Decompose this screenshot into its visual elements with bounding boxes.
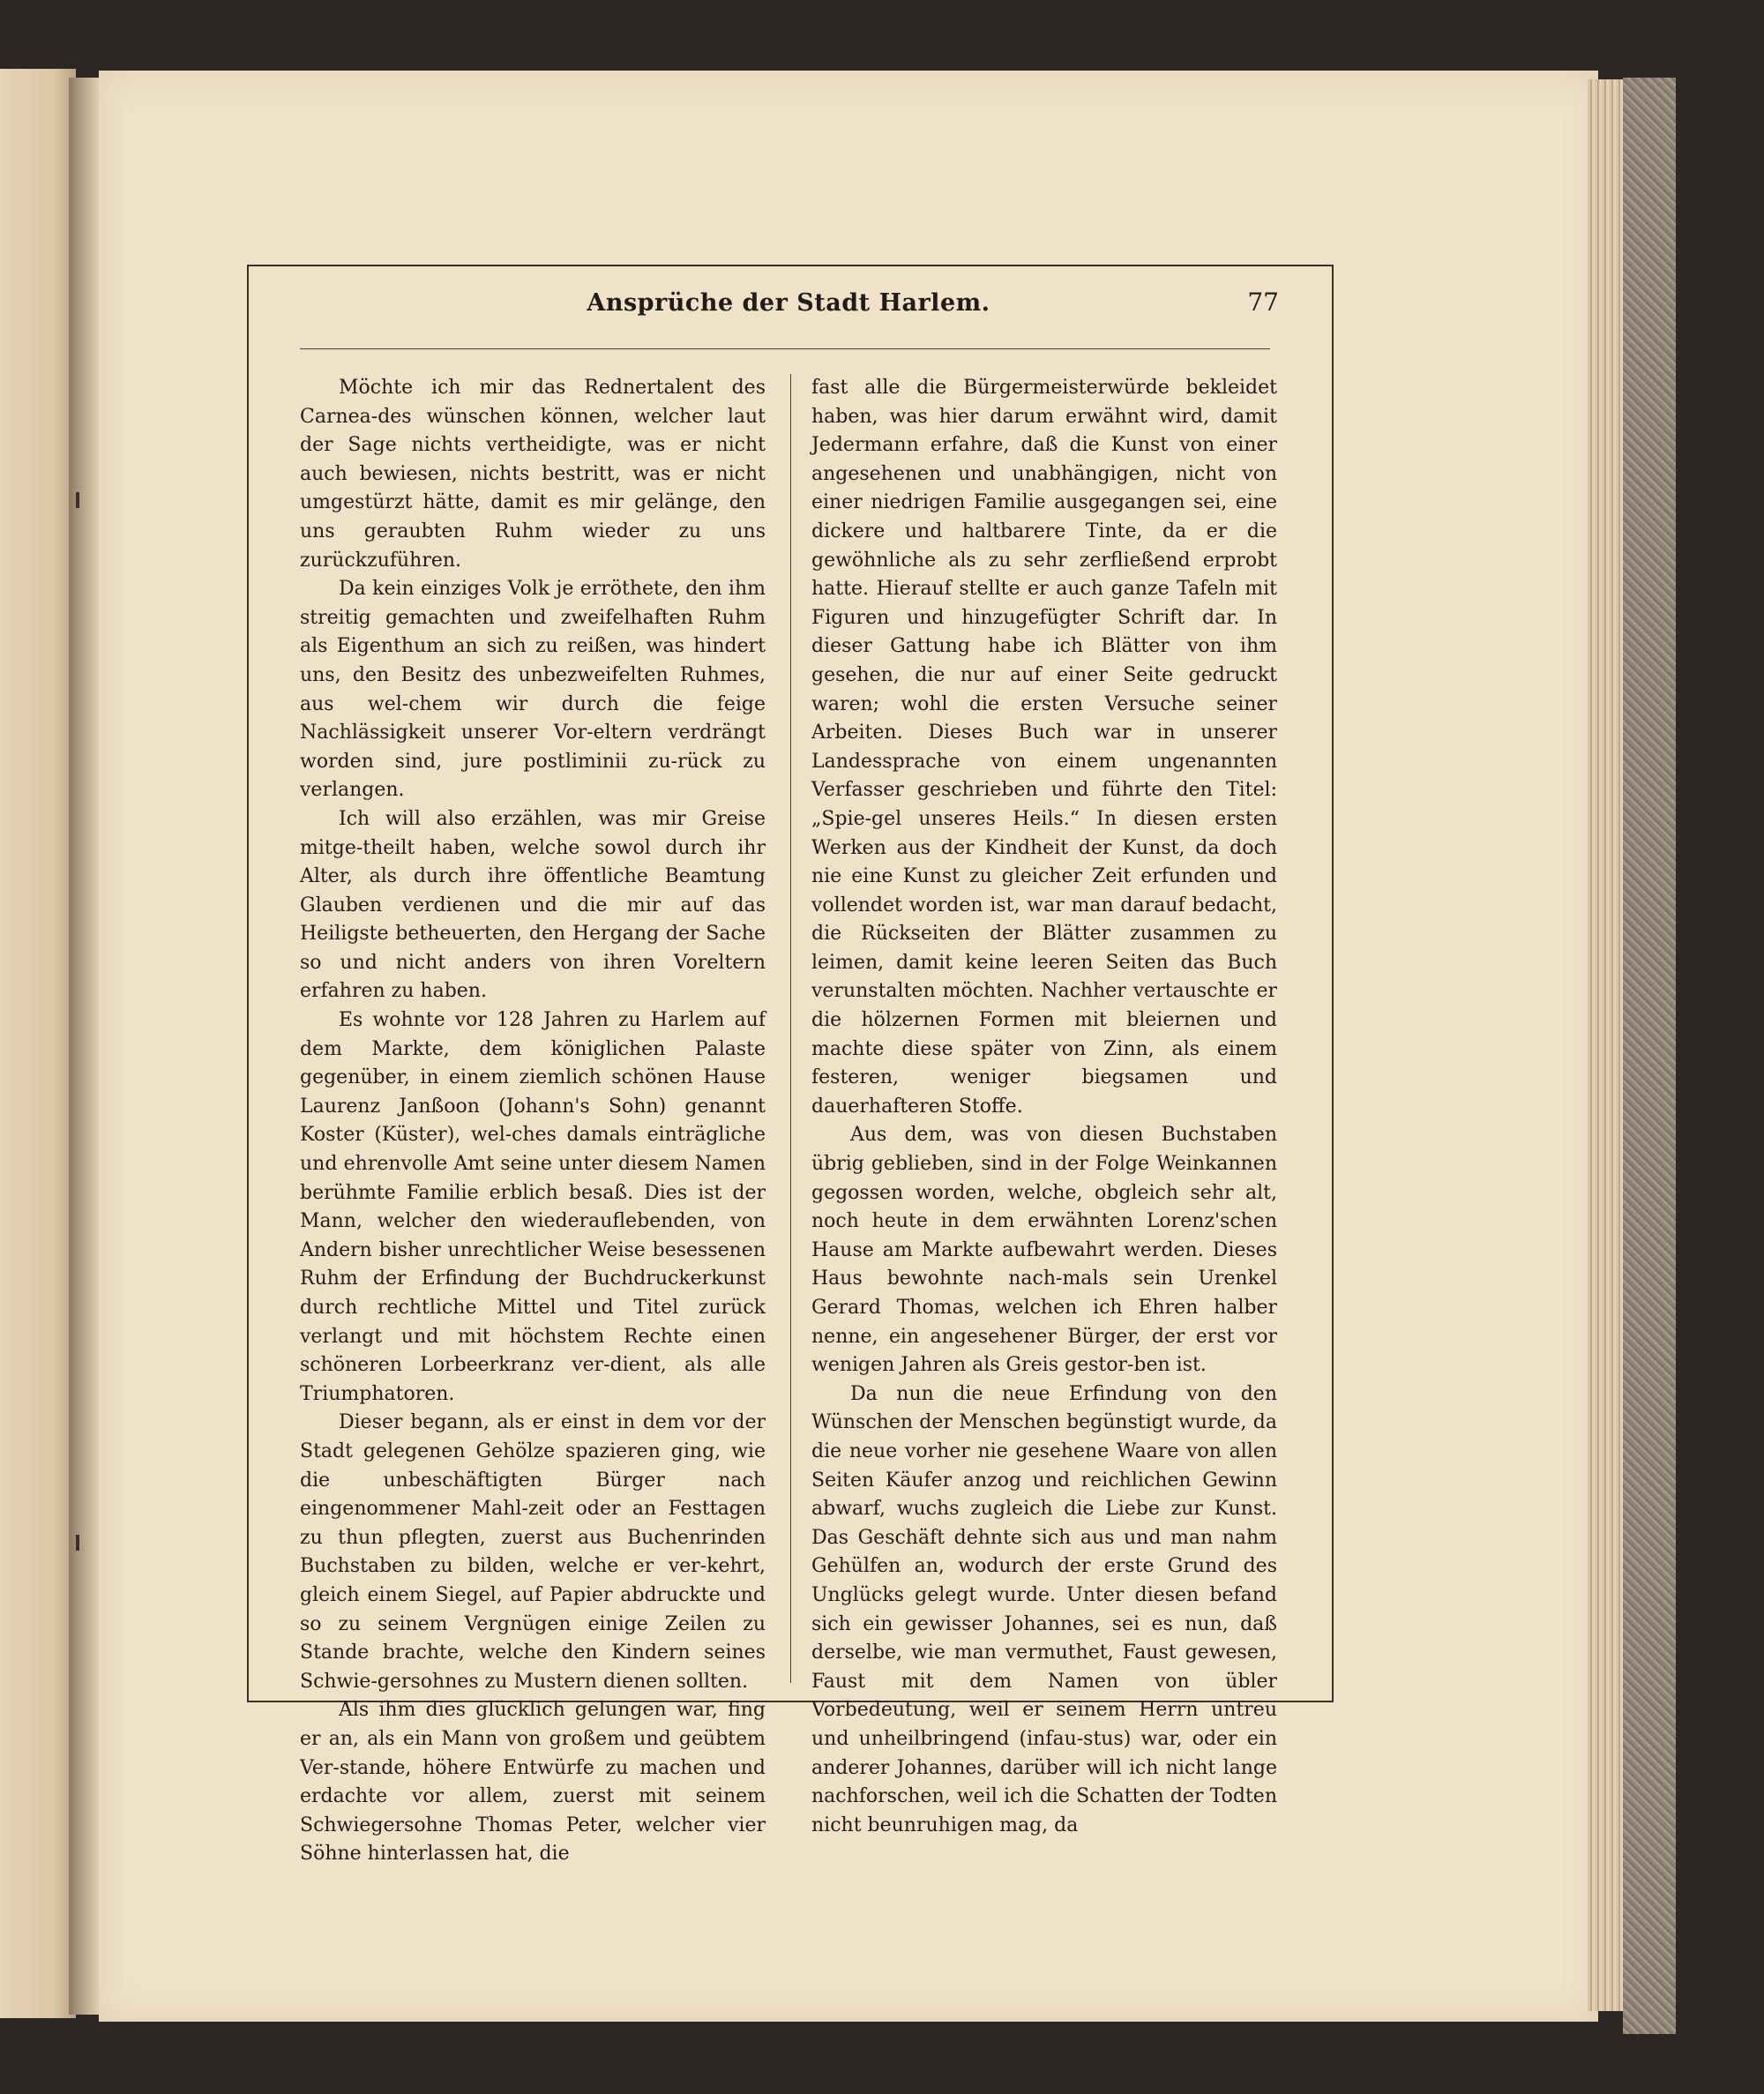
paragraph: Aus dem, was von diesen Buchstaben übrig geblieben, sind in der Folge Weinkannen gegossen worden, welche, obgleich sehr alt, noch heute in dem erwähnten Lorenz'schen Hause am Markte aufbewahrt werden. Dieses Haus bewohnte nach-mals sein Urenkel Gerard Thomas, welchen ich Ehren halber nenne, ein angesehener Bürger, der erst vor wenigen Jahren als Greis gestor-ben ist. — [811, 1124, 1277, 1377]
paragraph: Als ihm dies glücklich gelungen war, fing er an, als ein Mann von großem und geübtem Ver-stande, höhere Entwürfe zu machen und erdachte vor allem, zuerst mit seinem Schwiegersohne Thomas Peter, welcher vier Söhne hinterlassen hat, die — [300, 1699, 766, 1866]
running-head — [247, 289, 1330, 325]
paragraph: Dieser begann, als er einst in dem vor der Stadt gelegenen Gehölze spazieren ging, wie die unbeschäftigten Bürger nach eingenommener Mahl-zeit oder an Festtagen zu thun pflegten, zuerst aus Buchenrinden Buchstaben zu bilden, welche er ver-kehrt, gleich einem Siegel, auf Papier abdruckte und so zu seinem Vergnügen einige Zeilen zu Stande brachte, welche den Kindern seines Schwie-gersohnes zu Mustern dienen sollten. — [300, 1411, 766, 1693]
margin-mark — [76, 1535, 79, 1551]
paragraph: fast alle die Bürgermeisterwürde bekleidet haben, was hier darum erwähnt wird, damit Jedermann erfahre, daß die Kunst von einer angesehenen und unabhängigen, nicht von einer niedrigen Familie ausgegangen sei, eine dickere und haltbarere Tinte, da er die gewöhnliche als zu sehr zerfließend erprobt hatte. Hierauf stellte er auch ganze Tafeln mit Figuren und hinzugefügter Schrift dar. In dieser Gattung habe ich Blätter von ihm gesehen, die nur auf einer Seite gedruckt waren; wohl die ersten Versuche seiner Arbeiten. Dieses Buch war in unserer Landessprache von einem ungenannten Verfasser geschrieben und führte den Titel: „Spie-gel unseres Heils.“ In diesen ersten Werken aus der Kindheit der Kunst, da doch nie eine Kunst zu gleicher Zeit erfunden und vollendet worden ist, war man darauf bedacht, die Rückseiten der Blätter zusammen zu leimen, damit keine leeren Seiten das Buch verunstalten möchten. Nachher vertauschte er die hölzernen Formen mit bleiernen und machte diese später von Zinn, als einem festeren, weniger biegsamen und dauerhafteren Stoffe. — [811, 377, 1277, 1118]
left-column — [300, 374, 766, 1866]
book-cover-cloth — [1623, 78, 1676, 2034]
paragraph: Möchte ich mir das Rednertalent des Carnea-des wünschen können, welcher laut der Sage nichts vertheidigte, was er nicht auch bewiesen, nichts bestritt, was er nicht umgestürzt hätte, damit es mir gelänge, den uns geraubten Ruhm wieder zu uns zurückzuführen. — [300, 377, 766, 572]
running-title: Ansprüche der Stadt Harlem. — [587, 289, 990, 317]
paragraph: Es wohnte vor 128 Jahren zu Harlem auf dem Markte, dem königlichen Palaste gegenüber, in einem ziemlich schönen Hause Laurenz Janßoon (Johann's Sohn) genannt Koster (Küster), wel-ches damals einträgliche und ehrenvolle Amt seine unter diesem Namen berühmte Familie erblich besaß. Dies ist der Mann, welcher den wiederauflebenden, von Andern bisher unrechtlicher Weise besessenen Ruhm der Erfindung der Buchdruckerkunst durch rechtliche Mittel und Titel zurück verlangt und mit höchstem Rechte einen schöneren Lorbeerkranz ver-dient, als alle Triumphatoren. — [300, 1009, 766, 1405]
header-rule — [300, 348, 1270, 349]
paragraph: Da nun die neue Erfindung von den Wünschen der Menschen begünstigt wurde, da die neue vorher nie gesehene Waare von allen Seiten Käufer anzog und reichlichen Gewinn abwarf, wuchs zugleich die Liebe zur Kunst. Das Geschäft dehnte sich aus und man nahm Gehülfen an, wodurch der erste Grund des Unglücks gelegt wurde. Unter diesen befand sich ein gewisser Johannes, sei es nun, daß derselbe, wie man vermuthet, Faust gewesen, Faust mit dem Namen von übler Vorbedeutung, weil er seinem Herrn untreu und unheilbringend (infau-stus) war, oder ein anderer Johannes, darüber will ich nicht lange nachforschen, weil ich die Schatten der Todten nicht beunruhigen mag, da — [811, 1382, 1277, 1836]
right-column — [811, 374, 1277, 1836]
column-divider — [790, 374, 791, 1683]
paragraph: Da kein einziges Volk je erröthete, den ihm streitig gemachten und zweifelhaften Ruhm als Eigenthum an sich zu reißen, was hindert uns, den Besitz des unbezweifelten Ruhmes, aus wel-chem wir durch die feige Nachlässigkeit unserer Vor-eltern verdrängt worden sind, jure postliminii zu-rück zu verlangen. — [300, 578, 766, 802]
page-number: 77 — [1247, 288, 1279, 317]
paragraph: Ich will also erzählen, was mir Greise mitge-theilt haben, welche sowol durch ihr Alter, als durch ihre öffentliche Beamtung Glauben verdienen und die mir auf das Heiligste betheuerten, den Hergang der Sache so und nicht anders von ihren Voreltern erfahren zu haben. — [300, 807, 766, 1003]
margin-mark — [76, 492, 79, 508]
book-gutter — [69, 78, 102, 2015]
facing-page-edge — [0, 69, 76, 2018]
